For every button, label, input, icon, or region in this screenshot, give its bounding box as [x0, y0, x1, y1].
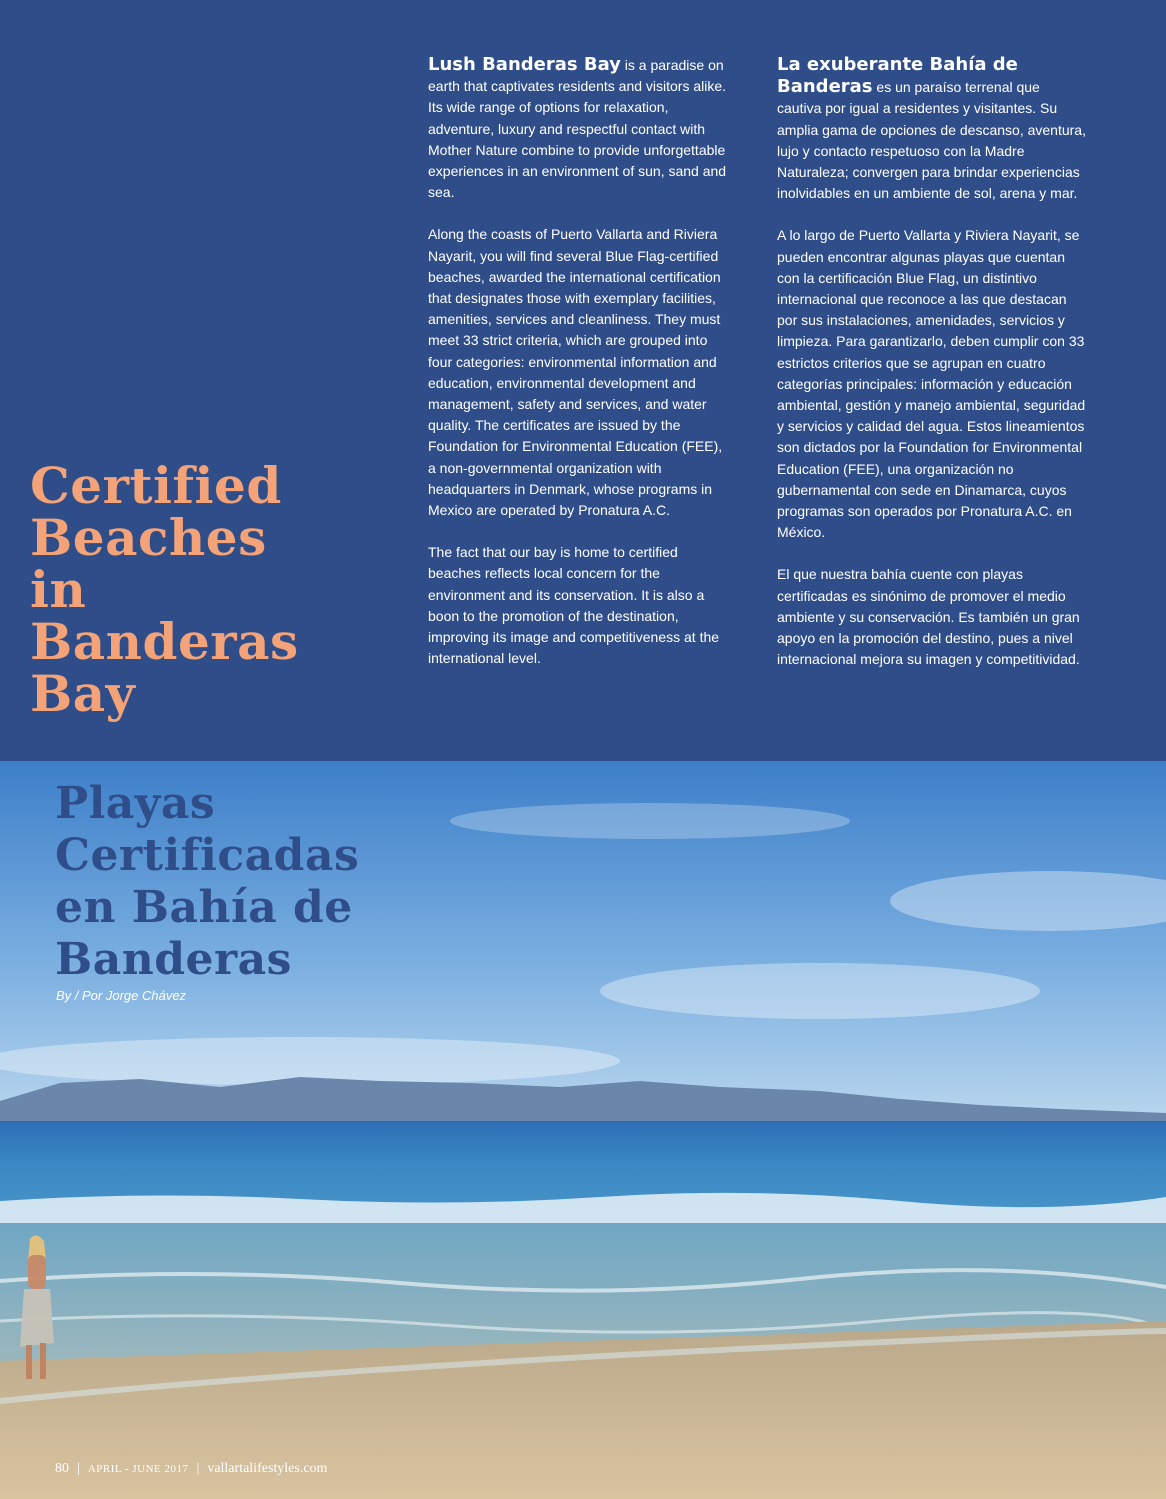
english-paragraph-2: Along the coasts of Puerto Vallarta and Riviera Nayarit, you will find several Blue Flag-certified beaches, awarded the international certification that designates those with exemplary facilities, amenities, services and cleanliness. They must meet 33 strict criteria, which are grouped into four categories: environmental information and education, environmental development and management, safety and services, and water quality. The certificates are issued by the Foundation for Environmental Education (FEE), a non-governmental organization with headquarters in Denmark, whose programs in Mexico are operated by Pronatura A.C.	[428, 226, 723, 519]
spanish-paragraph-1	[777, 54, 1087, 204]
spanish-column	[777, 54, 1087, 691]
title-es-line: Banderas	[55, 934, 292, 985]
spanish-p1-text: es un paraíso terrenal que cautiva por igual a residentes y visitantes. Su amplia gama de opciones de descanso, aventura, lujo y contacto respetuoso con la Madre Naturaleza; convergen para brindar experiencias inolvidables en un ambiente de sol, arena y mar.	[777, 79, 1086, 202]
title-en-line: Bay	[30, 664, 136, 723]
title-en-line: in	[30, 560, 87, 619]
title-en-line: Banderas	[30, 612, 299, 671]
title-es-line: Certificadas	[55, 830, 360, 881]
spanish-paragraph-3: El que nuestra bahía cuente con playas certificadas es sinónimo de promover el medio ambiente y su conservación. Es también un gran apoyo en la promoción del destino, pues a nivel internacional mejora su imagen y competitividad.	[777, 566, 1080, 668]
spanish-lead: La exuberante Bahía de Banderas	[777, 54, 1018, 98]
english-column	[428, 54, 728, 690]
title-spanish	[55, 778, 359, 986]
title-en-line: Beaches	[30, 508, 267, 567]
english-paragraph-3: The fact that our bay is home to certified beaches reflects local concern for the environment and its conservation. It is also a boon to the promotion of the destination, improving its image and competitiveness at the international level.	[428, 544, 720, 667]
page-footer	[55, 1461, 327, 1477]
title-es-line: en Bahía de	[55, 882, 353, 933]
english-paragraph-1	[428, 54, 728, 203]
english-lead: Lush Banderas Bay	[428, 54, 621, 75]
website-link[interactable]: vallartalifestyles.com	[207, 1461, 328, 1476]
byline: By / Por Jorge Chávez	[56, 988, 187, 1003]
english-p1-text: is a paradise on earth that captivates residents and visitors alike. Its wide range of options for relaxation, adventure, luxury and respectful contact with Mother Nature combine to provide unforgettable experiences in an environment of sun, sand and sea.	[428, 57, 727, 201]
issue-date: APRIL - JUNE 2017	[87, 1463, 189, 1475]
title-es-line: Playas	[55, 778, 216, 829]
page-number: 80	[55, 1461, 69, 1476]
title-english	[30, 456, 299, 723]
footer-separator: |	[77, 1461, 80, 1476]
spanish-paragraph-2: A lo largo de Puerto Vallarta y Riviera Nayarit, se pueden encontrar algunas playas que cuentan con la certificación Blue Flag, un distintivo internacional que reconoce a las que destacan por sus instalaciones, amenidades, servicios y limpieza. Para garantizarlo, deben cumplir con 33 estrictos criterios que se agrupan en cuatro categorías principales: información y educación ambiental, gestión y manejo ambiental, seguridad y servicios y calidad del agua. Estos lineamientos son dictados por la Foundation for Environmental Education (FEE), una organización no gubernamental con sede en Dinamarca, cuyos programas son operados por Pronatura A.C. en México.	[777, 227, 1086, 541]
title-en-line: Certified	[30, 456, 282, 515]
footer-separator: |	[196, 1461, 200, 1476]
